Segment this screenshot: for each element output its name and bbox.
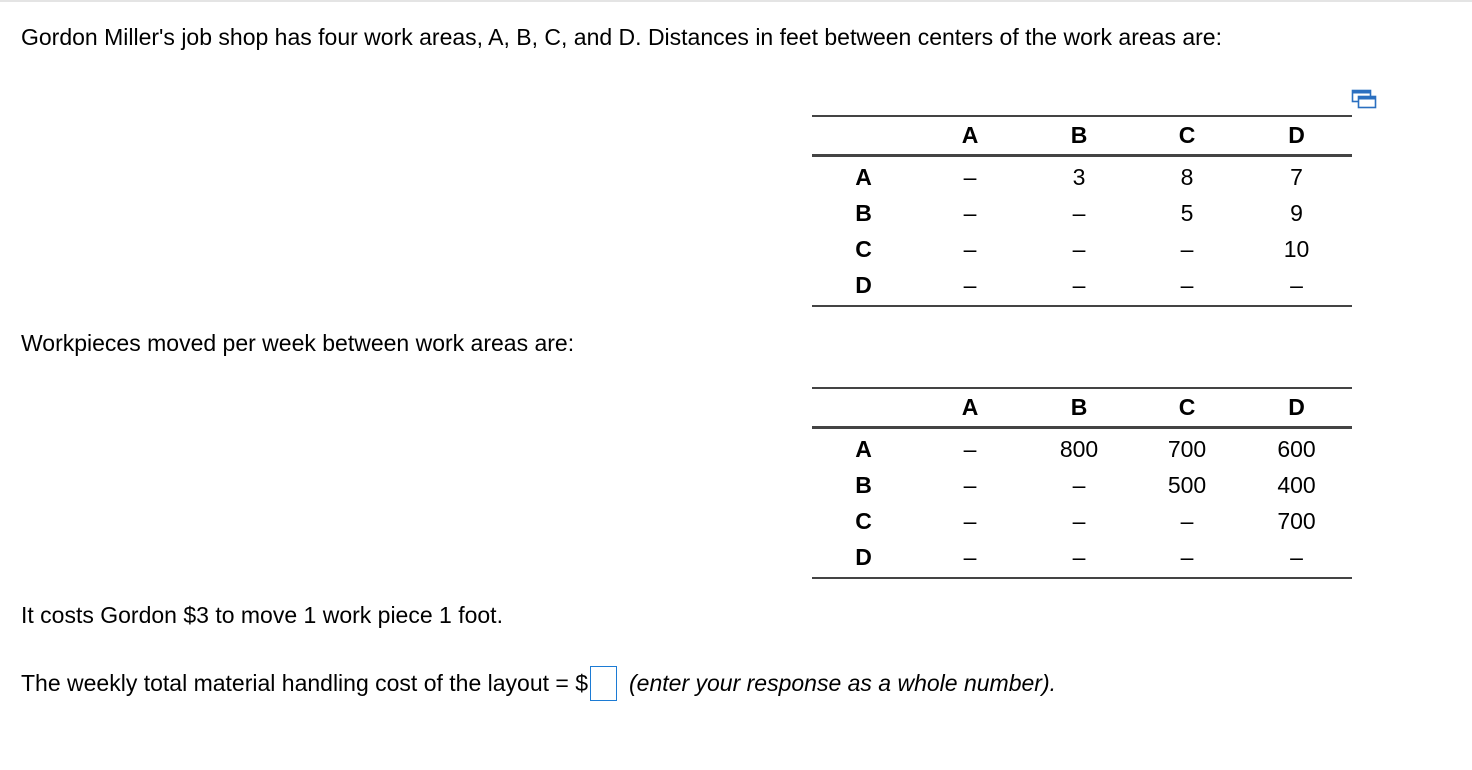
table-cell: – xyxy=(963,271,977,298)
row-label: D xyxy=(855,543,872,570)
table-cell: – xyxy=(1180,271,1194,298)
table-cell: 400 xyxy=(1277,471,1316,498)
workpieces-label: Workpieces moved per week between work areas are: xyxy=(21,330,575,356)
flow-header-corner xyxy=(812,388,915,428)
table-cell: – xyxy=(1180,235,1194,262)
distance-header-d: D xyxy=(1241,116,1352,156)
table-cell: – xyxy=(963,543,977,570)
table-cell: 5 xyxy=(1180,199,1194,226)
table-cell: 10 xyxy=(1283,235,1310,262)
distance-header-b: B xyxy=(1025,116,1133,156)
flow-header-row xyxy=(812,388,1352,428)
cost-statement: It costs Gordon $3 to move 1 work piece 1 foot. xyxy=(21,602,503,628)
flow-table xyxy=(812,387,1352,579)
flow-header-c: C xyxy=(1133,388,1241,428)
table-cell: – xyxy=(963,199,977,226)
table-cell: – xyxy=(963,471,977,498)
answer-hint: (enter your response as a whole number). xyxy=(629,670,1057,696)
table-cell: – xyxy=(1072,543,1086,570)
table-cell: – xyxy=(1290,543,1303,570)
table-cell: – xyxy=(1072,271,1086,298)
table-cell: 9 xyxy=(1290,199,1303,226)
distance-header-row xyxy=(812,116,1352,156)
table-cell: – xyxy=(963,507,977,534)
row-label: B xyxy=(855,471,872,498)
table-row xyxy=(812,156,1352,196)
row-label: B xyxy=(855,199,872,226)
table-cell: – xyxy=(1180,543,1194,570)
table-cell: 700 xyxy=(1277,507,1316,534)
table-row xyxy=(812,195,1352,231)
table-row xyxy=(812,467,1352,503)
table-cell: – xyxy=(1290,271,1303,298)
row-label: A xyxy=(855,163,872,190)
expand-popup-icon[interactable] xyxy=(1351,89,1377,109)
table-row xyxy=(812,428,1352,468)
distance-header-c: C xyxy=(1133,116,1241,156)
table-cell: 700 xyxy=(1167,435,1207,462)
row-label: C xyxy=(855,507,872,534)
distance-header-a: A xyxy=(915,116,1025,156)
answer-line xyxy=(21,666,1056,701)
distance-header-corner xyxy=(812,116,915,156)
flow-header-d: D xyxy=(1241,388,1352,428)
answer-prompt: The weekly total material handling cost of the layout = $ xyxy=(21,670,589,696)
table-cell: 500 xyxy=(1167,471,1207,498)
table-cell: – xyxy=(963,235,977,262)
question-intro: Gordon Miller's job shop has four work areas, A, B, C, and D. Distances in feet between centers of the work areas are: xyxy=(21,24,1222,50)
table-cell: – xyxy=(1072,507,1086,534)
table-cell: – xyxy=(1072,235,1086,262)
table-row xyxy=(812,539,1352,578)
table-cell: – xyxy=(963,163,977,190)
table-cell: – xyxy=(963,435,977,462)
table-cell: 8 xyxy=(1180,163,1194,190)
distance-table xyxy=(812,115,1352,307)
table-row xyxy=(812,503,1352,539)
table-cell: 600 xyxy=(1277,435,1316,462)
table-cell: – xyxy=(1072,471,1086,498)
table-cell: 7 xyxy=(1290,163,1303,190)
table-cell: 3 xyxy=(1072,163,1086,190)
table-row xyxy=(812,267,1352,306)
flow-header-a: A xyxy=(915,388,1025,428)
table-cell: – xyxy=(1072,199,1086,226)
row-label: C xyxy=(855,235,872,262)
table-cell: 800 xyxy=(1059,435,1099,462)
row-label: A xyxy=(855,435,872,462)
flow-header-b: B xyxy=(1025,388,1133,428)
row-label: D xyxy=(855,271,872,298)
answer-input[interactable] xyxy=(590,666,617,701)
table-row xyxy=(812,231,1352,267)
table-cell: – xyxy=(1180,507,1194,534)
